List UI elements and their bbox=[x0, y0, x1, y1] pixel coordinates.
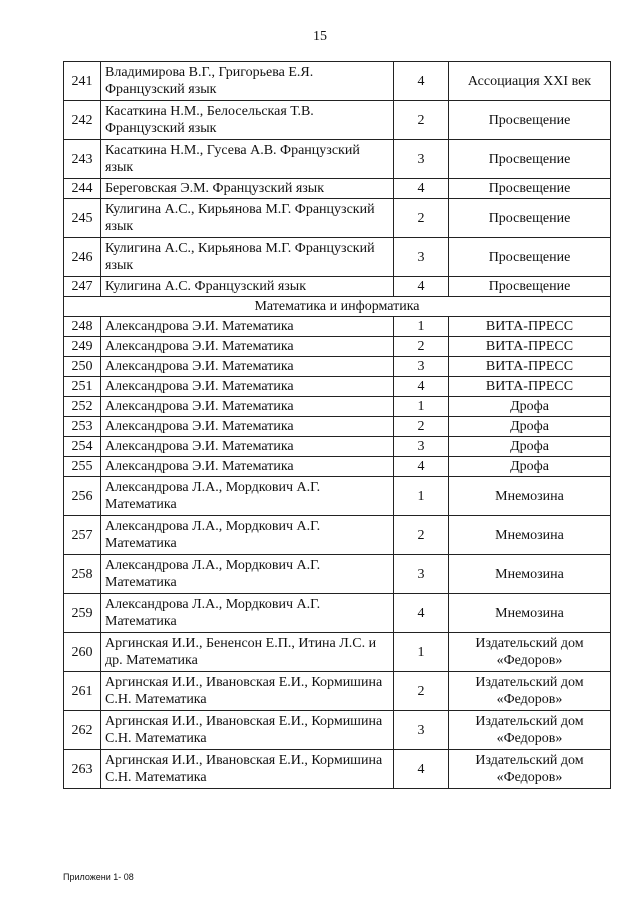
row-title: Кулигина А.С., Кирьянова М.Г. Французский язык bbox=[101, 199, 394, 238]
footer-note: Приложени 1- 08 bbox=[63, 872, 134, 882]
row-grade: 3 bbox=[394, 555, 449, 594]
row-grade: 2 bbox=[394, 417, 449, 437]
row-title: Александрова Э.И. Математика bbox=[101, 457, 394, 477]
row-title: Александрова Э.И. Математика bbox=[101, 377, 394, 397]
row-number: 255 bbox=[64, 457, 101, 477]
row-title: Касаткина Н.М., Белосельская Т.В. Французский язык bbox=[101, 101, 394, 140]
row-grade: 2 bbox=[394, 199, 449, 238]
section-header-row bbox=[64, 297, 611, 317]
row-title: Владимирова В.Г., Григорьева Е.Я. Французский язык bbox=[101, 62, 394, 101]
row-publisher: Просвещение bbox=[449, 140, 611, 179]
row-title: Аргинская И.И., Ивановская Е.И., Кормишина С.Н. Математика bbox=[101, 672, 394, 711]
row-grade: 4 bbox=[394, 377, 449, 397]
row-title: Александрова Э.И. Математика bbox=[101, 417, 394, 437]
row-title: Береговская Э.М. Французский язык bbox=[101, 179, 394, 199]
row-number: 262 bbox=[64, 711, 101, 750]
row-grade: 2 bbox=[394, 672, 449, 711]
table-row bbox=[64, 179, 611, 199]
table-row bbox=[64, 750, 611, 789]
table-row bbox=[64, 397, 611, 417]
table-row bbox=[64, 101, 611, 140]
table-row bbox=[64, 140, 611, 179]
table-row bbox=[64, 317, 611, 337]
row-grade: 3 bbox=[394, 437, 449, 457]
row-title: Александрова Э.И. Математика bbox=[101, 437, 394, 457]
row-publisher: Дрофа bbox=[449, 397, 611, 417]
row-number: 253 bbox=[64, 417, 101, 437]
row-number: 250 bbox=[64, 357, 101, 377]
table-row bbox=[64, 377, 611, 397]
row-publisher: Просвещение bbox=[449, 101, 611, 140]
row-publisher: Дрофа bbox=[449, 457, 611, 477]
row-grade: 4 bbox=[394, 750, 449, 789]
row-number: 256 bbox=[64, 477, 101, 516]
row-number: 261 bbox=[64, 672, 101, 711]
row-number: 254 bbox=[64, 437, 101, 457]
table-row bbox=[64, 711, 611, 750]
row-grade: 4 bbox=[394, 62, 449, 101]
row-number: 259 bbox=[64, 594, 101, 633]
row-publisher: ВИТА-ПРЕСС bbox=[449, 337, 611, 357]
table-row bbox=[64, 516, 611, 555]
row-title: Кулигина А.С., Кирьянова М.Г. Французский язык bbox=[101, 238, 394, 277]
row-publisher: Просвещение bbox=[449, 238, 611, 277]
row-number: 247 bbox=[64, 277, 101, 297]
row-grade: 3 bbox=[394, 711, 449, 750]
row-grade: 3 bbox=[394, 140, 449, 179]
row-publisher: Издательский дом «Федоров» bbox=[449, 750, 611, 789]
row-number: 260 bbox=[64, 633, 101, 672]
section-title: Математика и информатика bbox=[64, 297, 611, 317]
row-title: Аргинская И.И., Ивановская Е.И., Кормишина С.Н. Математика bbox=[101, 750, 394, 789]
row-number: 249 bbox=[64, 337, 101, 357]
row-publisher: Дрофа bbox=[449, 437, 611, 457]
table-row bbox=[64, 277, 611, 297]
row-grade: 1 bbox=[394, 317, 449, 337]
table-body bbox=[64, 62, 611, 789]
row-publisher: ВИТА-ПРЕСС bbox=[449, 377, 611, 397]
row-publisher: ВИТА-ПРЕСС bbox=[449, 357, 611, 377]
row-grade: 1 bbox=[394, 397, 449, 417]
textbook-table bbox=[63, 61, 611, 789]
row-publisher: Просвещение bbox=[449, 199, 611, 238]
row-publisher: Ассоциация XXI век bbox=[449, 62, 611, 101]
row-title: Александрова Э.И. Математика bbox=[101, 317, 394, 337]
table-row bbox=[64, 457, 611, 477]
row-number: 252 bbox=[64, 397, 101, 417]
row-grade: 1 bbox=[394, 477, 449, 516]
row-publisher: Мнемозина bbox=[449, 555, 611, 594]
row-grade: 2 bbox=[394, 101, 449, 140]
row-number: 251 bbox=[64, 377, 101, 397]
row-title: Александрова Э.И. Математика bbox=[101, 337, 394, 357]
row-title: Кулигина А.С. Французский язык bbox=[101, 277, 394, 297]
row-title: Аргинская И.И., Бененсон Е.П., Итина Л.С. и др. Математика bbox=[101, 633, 394, 672]
row-number: 248 bbox=[64, 317, 101, 337]
page-number: 15 bbox=[313, 29, 327, 44]
row-number: 258 bbox=[64, 555, 101, 594]
row-publisher: Издательский дом «Федоров» bbox=[449, 672, 611, 711]
row-number: 244 bbox=[64, 179, 101, 199]
table-row bbox=[64, 357, 611, 377]
table-row bbox=[64, 672, 611, 711]
table-row bbox=[64, 417, 611, 437]
row-title: Александрова Л.А., Мордкович А.Г. Математика bbox=[101, 477, 394, 516]
table-row bbox=[64, 477, 611, 516]
table-row bbox=[64, 437, 611, 457]
table-row bbox=[64, 594, 611, 633]
row-publisher: Издательский дом «Федоров» bbox=[449, 711, 611, 750]
row-title: Александрова Л.А., Мордкович А.Г. Математика bbox=[101, 516, 394, 555]
row-publisher: ВИТА-ПРЕСС bbox=[449, 317, 611, 337]
row-number: 241 bbox=[64, 62, 101, 101]
table-row bbox=[64, 62, 611, 101]
row-grade: 3 bbox=[394, 357, 449, 377]
row-grade: 4 bbox=[394, 457, 449, 477]
row-title: Александрова Л.А., Мордкович А.Г. Математика bbox=[101, 594, 394, 633]
row-title: Аргинская И.И., Ивановская Е.И., Кормишина С.Н. Математика bbox=[101, 711, 394, 750]
table-row bbox=[64, 633, 611, 672]
row-publisher: Дрофа bbox=[449, 417, 611, 437]
table-row bbox=[64, 199, 611, 238]
table-row bbox=[64, 555, 611, 594]
row-grade: 2 bbox=[394, 337, 449, 357]
row-number: 245 bbox=[64, 199, 101, 238]
row-publisher: Мнемозина bbox=[449, 594, 611, 633]
row-title: Александрова Э.И. Математика bbox=[101, 397, 394, 417]
row-grade: 3 bbox=[394, 238, 449, 277]
row-publisher: Мнемозина bbox=[449, 516, 611, 555]
row-number: 246 bbox=[64, 238, 101, 277]
row-number: 263 bbox=[64, 750, 101, 789]
row-number: 257 bbox=[64, 516, 101, 555]
row-publisher: Издательский дом «Федоров» bbox=[449, 633, 611, 672]
row-grade: 4 bbox=[394, 594, 449, 633]
table-row bbox=[64, 337, 611, 357]
row-publisher: Просвещение bbox=[449, 277, 611, 297]
row-grade: 1 bbox=[394, 633, 449, 672]
row-grade: 4 bbox=[394, 277, 449, 297]
row-publisher: Мнемозина bbox=[449, 477, 611, 516]
row-number: 242 bbox=[64, 101, 101, 140]
table-row bbox=[64, 238, 611, 277]
row-title: Александрова Л.А., Мордкович А.Г. Математика bbox=[101, 555, 394, 594]
row-grade: 4 bbox=[394, 179, 449, 199]
row-title: Касаткина Н.М., Гусева А.В. Французский язык bbox=[101, 140, 394, 179]
row-publisher: Просвещение bbox=[449, 179, 611, 199]
row-number: 243 bbox=[64, 140, 101, 179]
row-title: Александрова Э.И. Математика bbox=[101, 357, 394, 377]
row-grade: 2 bbox=[394, 516, 449, 555]
